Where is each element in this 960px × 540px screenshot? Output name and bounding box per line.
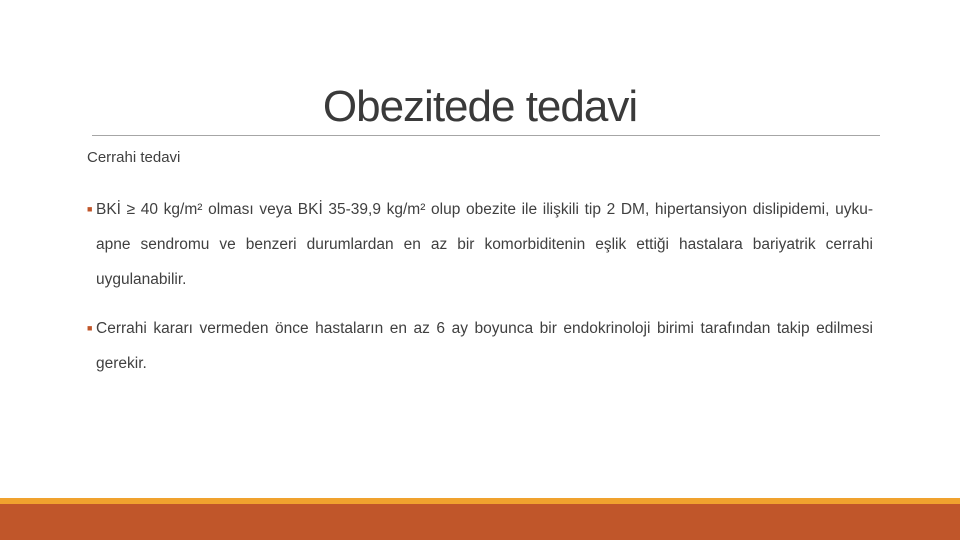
bullet-list (87, 192, 873, 395)
section-heading: Cerrahi tedavi (87, 149, 181, 166)
bullet-item (87, 311, 873, 381)
footer-band (0, 504, 960, 540)
bullet-square-icon: ■ (87, 204, 93, 214)
slide-title: Obezitede tedavi (322, 82, 638, 131)
title-divider (92, 135, 880, 136)
bullet-text: Cerrahi kararı vermeden önce hastaların en az 6 ay boyunca bir endokrinoloji birimi tarafından takip edilmesi gerekir. (96, 320, 873, 372)
bullet-square-icon: ■ (87, 323, 93, 333)
bullet-item (87, 192, 873, 297)
bullet-text: BKİ ≥ 40 kg/m² olması veya BKİ 35-39,9 kg/m² olup obezite ile ilişkili tip 2 DM, hipertansiyon dislipidemi, uyku-apne sendromu ve benzeri durumlardan en az bir komorbiditenin eşlik ettiği hastalara bariyatrik cerrahi uygulanabilir. (96, 201, 873, 288)
